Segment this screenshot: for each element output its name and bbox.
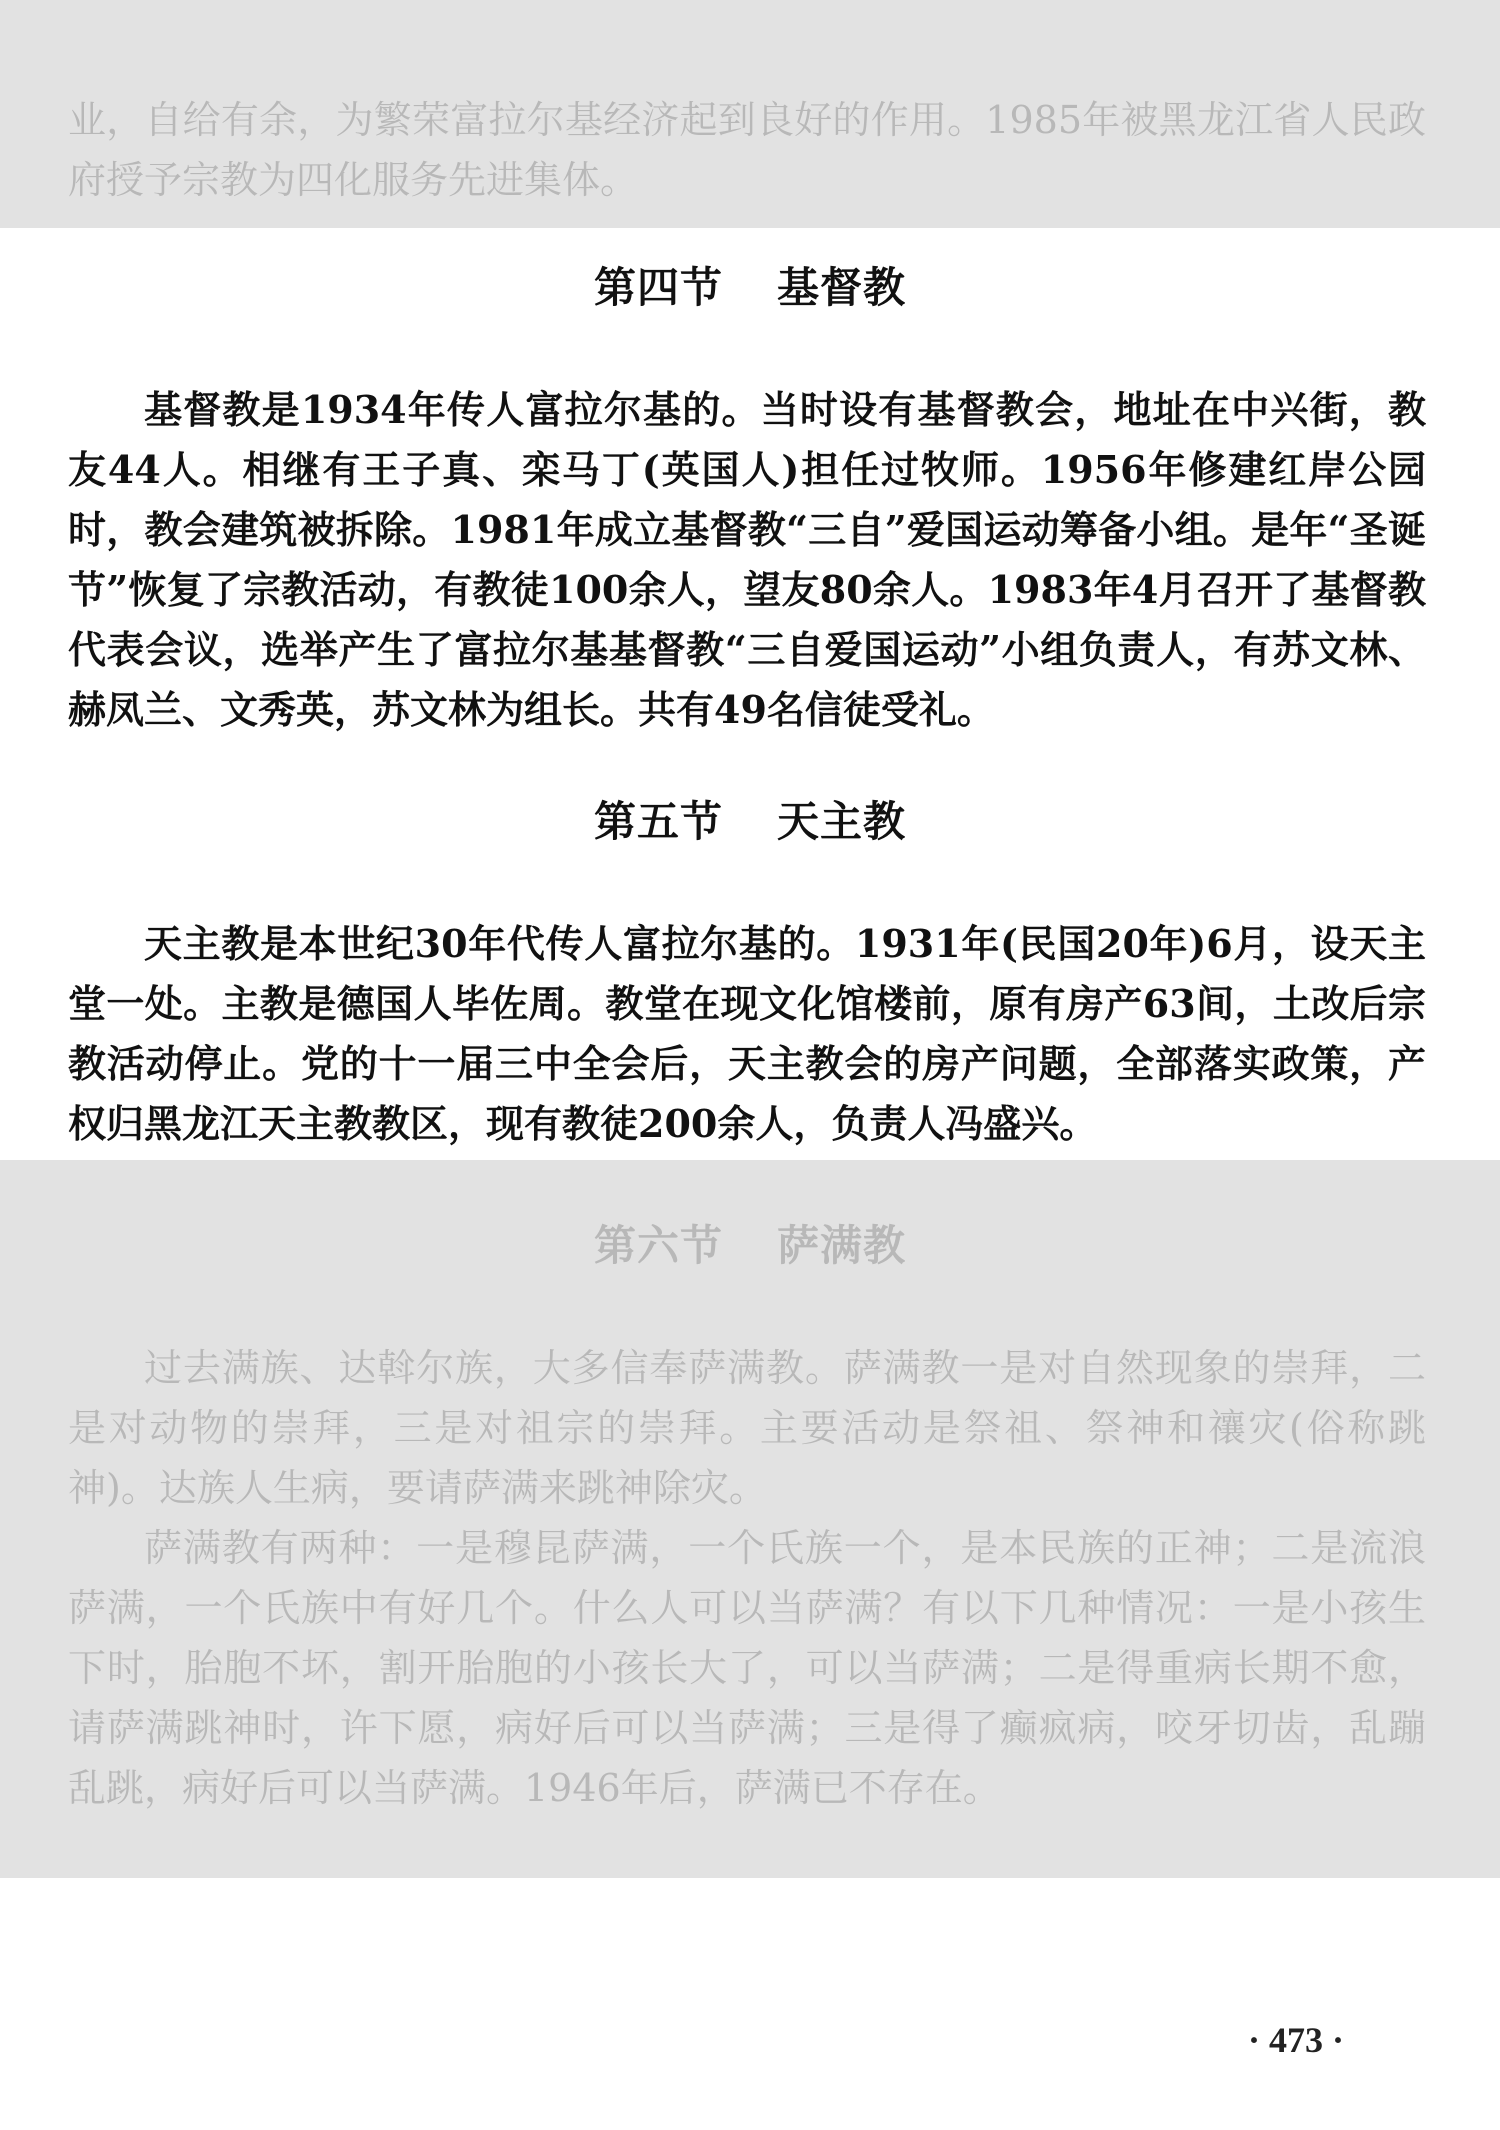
shamanism-paragraph-2: 萨满教有两种：一是穆昆萨满，一个氏族一个，是本民族的正神；二是流浪萨满，一个氏族中有好几个。什么人可以当萨满？有以下几种情况：一是小孩生下时，胎胞不坏，割开胎胞的小孩长大了，可以当萨满；二是得重病长期不愈，请萨满跳神时，许下愿，病好后可以当萨满；三是得了癫疯病，咬牙切齿，乱蹦乱跳，病好后可以当萨满。1946年后，萨满已不存在。 bbox=[68, 1526, 1426, 1810]
christianity-paragraph: 基督教是1934年传人富拉尔基的。当时设有基督教会，地址在中兴街，教友44人。相继有王子真、栾马丁(英国人)担任过牧师。1956年修建红岸公园时，教会建筑被拆除。1981年成立基督教“三自”爱国运动筹备小组。是年“圣诞节”恢复了宗教活动，有教徒100余人，望友80余人。1983年4月召开了基督教代表会议，选举产生了富拉尔基基督教“三自爱国运动”小组负责人，有苏文林、赫凤兰、文秀英，苏文林为组长。共有49名信徒受礼。 bbox=[68, 387, 1426, 732]
shamanism-paragraph-1: 过去满族、达斡尔族，大多信奉萨满教。萨满教一是对自然现象的崇拜，二是对动物的崇拜，三是对祖宗的崇拜。主要活动是祭祖、祭神和禳灾(俗称跳神)。达族人生病，要请萨满来跳神除灾。 bbox=[68, 1346, 1426, 1510]
section-number: 第四节 bbox=[593, 263, 723, 312]
section-title: 萨满教 bbox=[777, 1221, 907, 1270]
continued-paragraph: 业，自给有余，为繁荣富拉尔基经济起到良好的作用。1985年被黑龙江省人民政府授予宗教为四化服务先进集体。 bbox=[68, 98, 1426, 202]
section-title: 基督教 bbox=[777, 263, 907, 312]
section-heading-christianity bbox=[0, 258, 1500, 318]
section-heading-catholicism bbox=[0, 792, 1500, 852]
section-number: 第五节 bbox=[593, 797, 723, 846]
page-number: · 473 · bbox=[1248, 2020, 1345, 2060]
section-heading-shamanism bbox=[0, 1216, 1500, 1276]
section-title: 天主教 bbox=[777, 797, 907, 846]
catholicism-paragraph: 天主教是本世纪30年代传人富拉尔基的。1931年(民国20年)6月，设天主堂一处。主教是德国人毕佐周。教堂在现文化馆楼前，原有房产63间，土改后宗教活动停止。党的十一届三中全会后，天主教会的房产问题，全部落实政策，产权归黑龙江天主教教区，现有教徒200余人，负责人冯盛兴。 bbox=[68, 921, 1426, 1146]
section-number: 第六节 bbox=[593, 1221, 723, 1270]
